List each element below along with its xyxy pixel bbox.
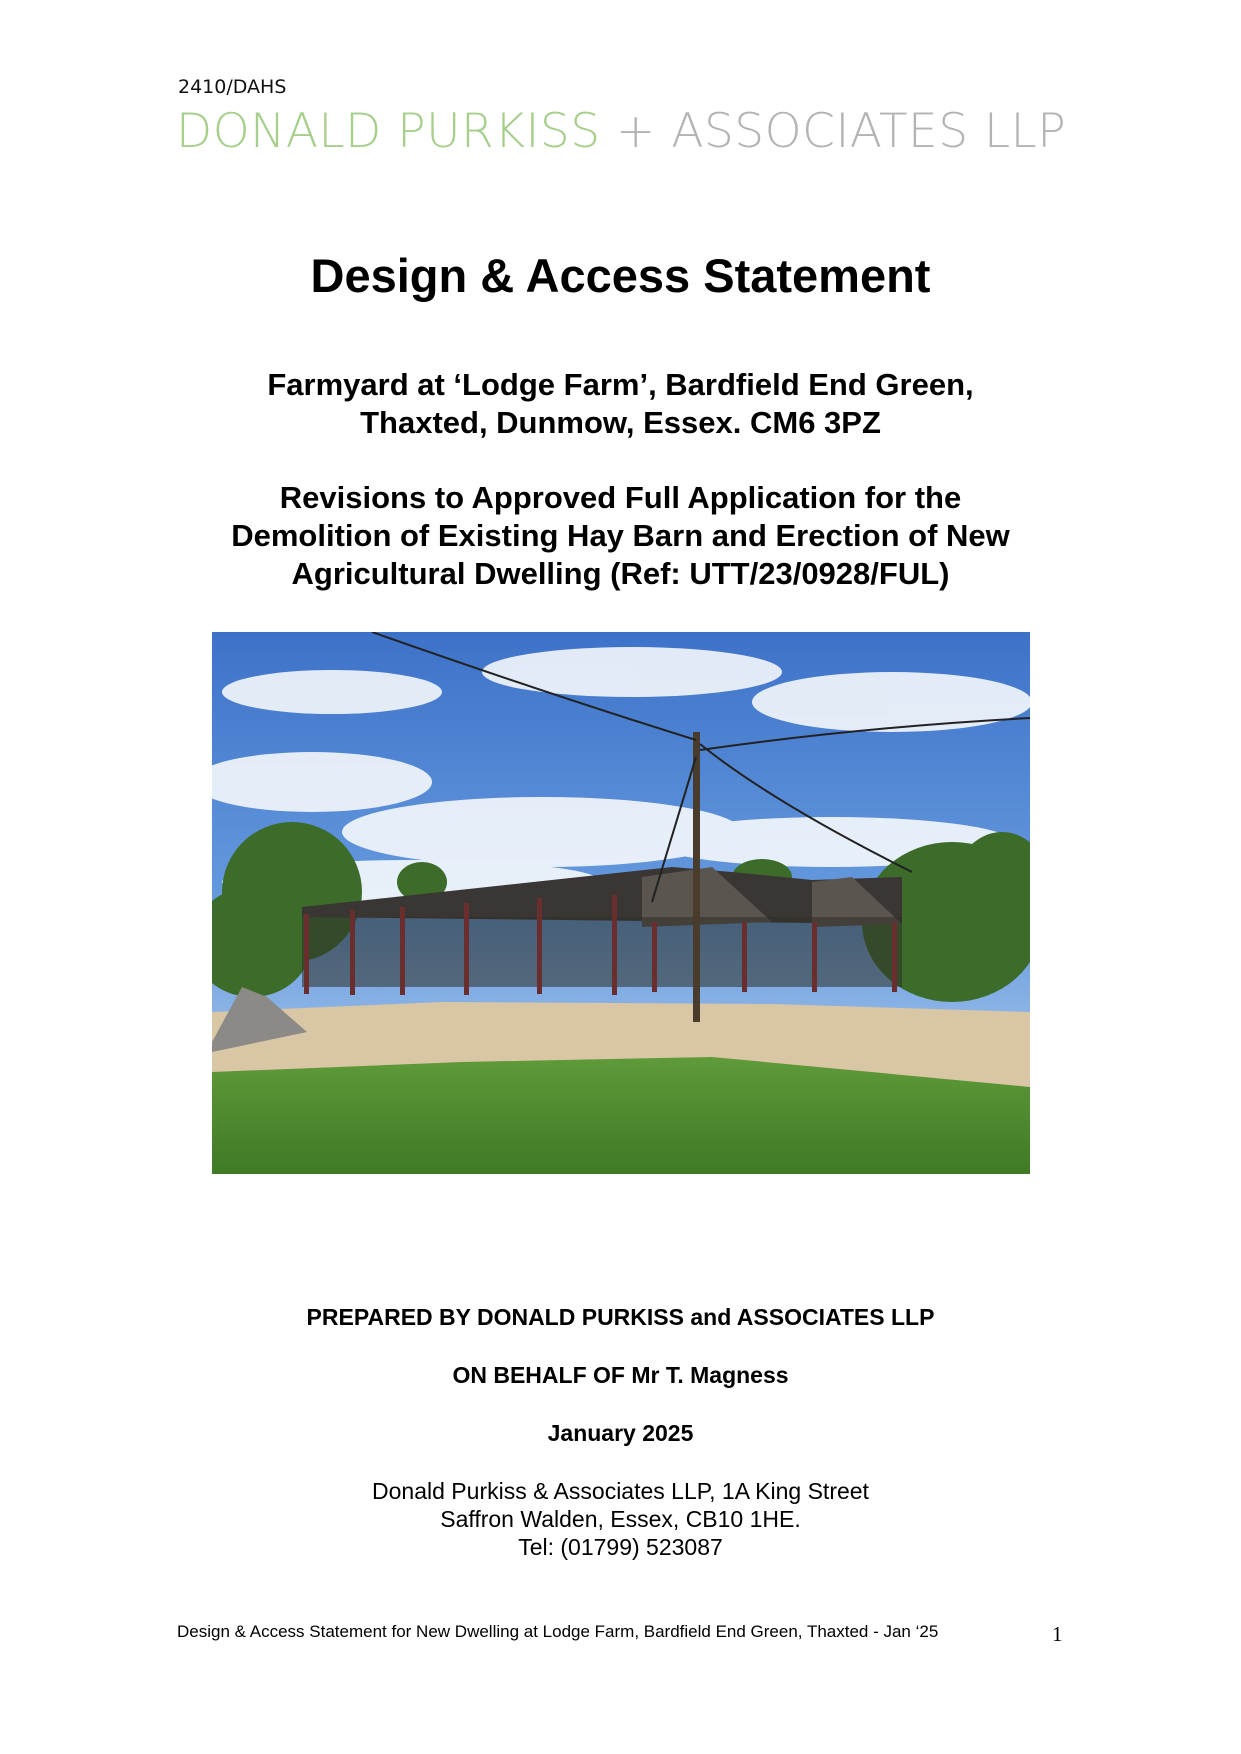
- page-footer: Design & Access Statement for New Dwelling at Lodge Farm, Bardfield End Green, Thaxted - Jan ‘25: [177, 1622, 939, 1641]
- application-purpose-line-3: Agricultural Dwelling (Ref: UTT/23/0928/FUL): [291, 556, 950, 591]
- prepared-by: PREPARED BY DONALD PURKISS and ASSOCIATES LLP: [306, 1304, 935, 1330]
- application-purpose-line-1: Revisions to Approved Full Application for the: [279, 480, 962, 515]
- on-behalf-of: ON BEHALF OF Mr T. Magness: [452, 1362, 789, 1388]
- logo-associates: + ASSOCIATES LLP: [600, 104, 1067, 159]
- page-number: 1: [1052, 1622, 1063, 1646]
- logo-name: DONALD PURKISS: [176, 104, 601, 159]
- telephone: Tel: (01799) 523087: [518, 1534, 723, 1560]
- document-title: Design & Access Statement: [310, 249, 931, 302]
- farmyard-hay-barn-photo: [212, 632, 1030, 1174]
- company-logo: [176, 104, 1066, 159]
- site-location-line-2: Thaxted, Dunmow, Essex. CM6 3PZ: [360, 405, 881, 440]
- address-line-1: Donald Purkiss & Associates LLP, 1A King Street: [372, 1478, 869, 1504]
- address-line-2: Saffron Walden, Essex, CB10 1HE.: [440, 1506, 801, 1532]
- application-purpose-line-2: Demolition of Existing Hay Barn and Erection of New: [231, 518, 1010, 553]
- site-location-line-1: Farmyard at ‘Lodge Farm’, Bardfield End Green,: [267, 367, 974, 402]
- document-reference: 2410/DAHS: [178, 76, 287, 98]
- document-date: January 2025: [547, 1420, 694, 1446]
